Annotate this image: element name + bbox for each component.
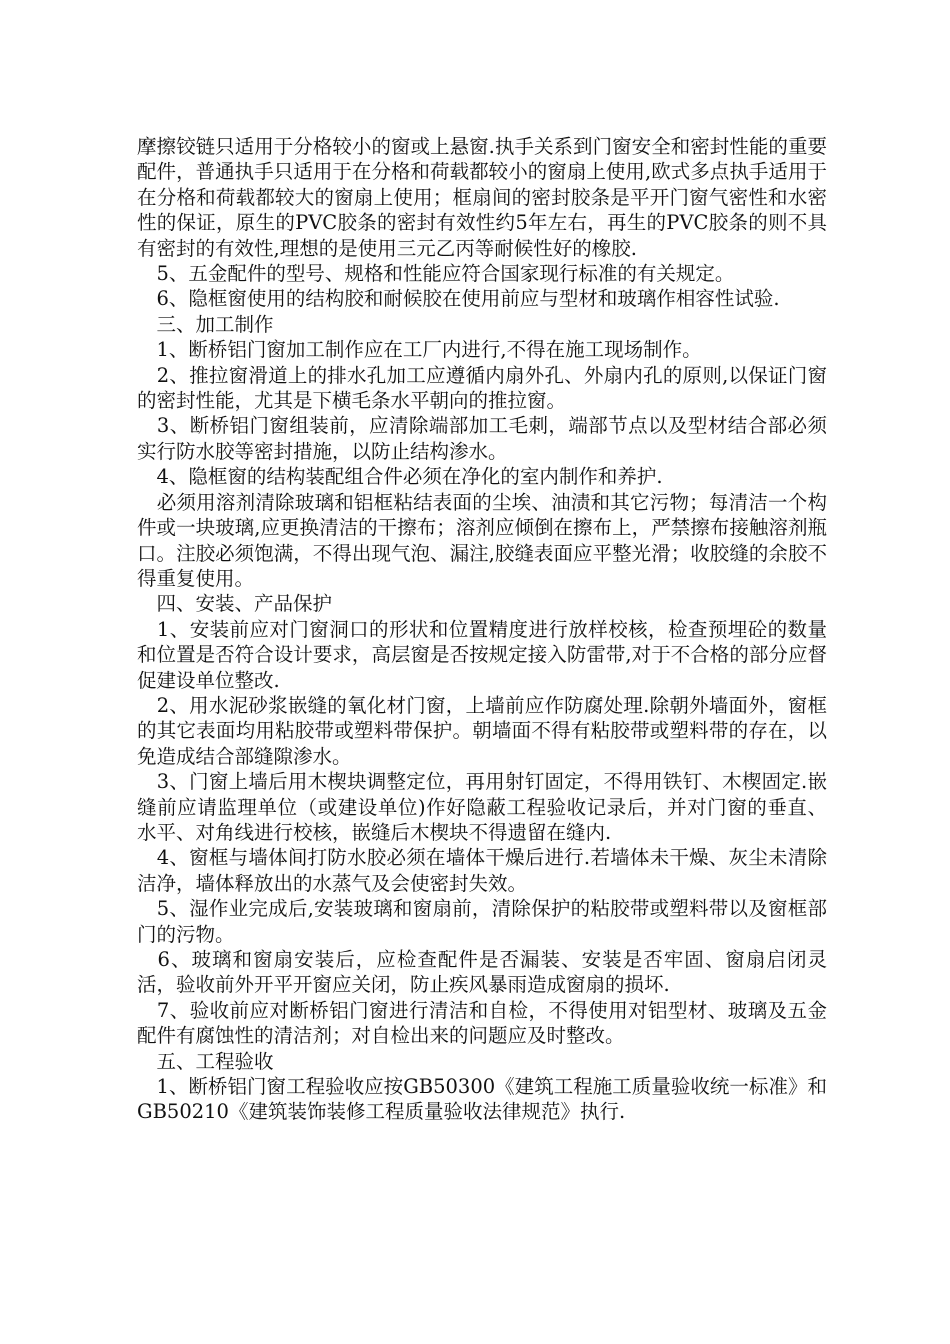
paragraph-installation-4: 4、窗框与墙体间打防水胶必须在墙体干燥后进行.若墙体未干燥、灰尘未清除洁净，墙体释放出的水蒸气及会使密封失效。 <box>137 846 827 895</box>
paragraph-solvent-cleaning: 必须用溶剂清除玻璃和铝框粘结表面的尘埃、油渍和其它污物；每清洁一个构件或一块玻璃,应更换清洁的干擦布；溶剂应倾倒在擦布上，严禁擦布接触溶剂瓶口。注胶必须饱满，不得出现气泡、漏注,胶缝表面应平整光滑；收胶缝的余胶不得重复使用。 <box>137 490 827 590</box>
paragraph-installation-3: 3、门窗上墙后用木楔块调整定位，再用射钉固定，不得用铁钉、木楔固定.嵌缝前应请监理单位（或建设单位)作好隐蔽工程验收记录后，并对门窗的垂直、水平、对角线进行校核，嵌缝后木楔块不得遗留在缝内. <box>137 770 827 844</box>
paragraph-hardware-intro: 摩擦铰链只适用于分格较小的窗或上悬窗.执手关系到门窗安全和密封性能的重要配件，普通执手只适用于在分格和荷载都较小的窗扇上使用,欧式多点执手适用于在分格和荷载都较大的窗扇上使用；框扇间的密封胶条是平开门窗气密性和水密性的保证，原生的PVC胶条的密封有效性约5年左右，再生的PVC胶条的则不具有密封的有效性,理想的是使用三元乙丙等耐候性好的橡胶. <box>137 135 827 260</box>
section-heading-processing: 三、加工制作 <box>137 312 274 336</box>
paragraph-processing-1: 1、断桥铝门窗加工制作应在工厂内进行,不得在施工现场制作。 <box>137 338 702 362</box>
paragraph-installation-5: 5、湿作业完成后,安装玻璃和窗扇前，清除保护的粘胶带或塑料带以及窗框部门的污物。 <box>137 897 827 946</box>
paragraph-item-6: 6、隐框窗使用的结构胶和耐候胶在使用前应与型材和玻璃作相容性试验. <box>137 287 780 311</box>
paragraph-installation-2: 2、用水泥砂浆嵌缝的氧化材门窗，上墙前应作防腐处理.除朝外墙面外，窗框的其它表面均用粘胶带或塑料带保护。朝墙面不得有粘胶带或塑料带的存在，以免造成结合部缝隙渗水。 <box>137 693 827 768</box>
paragraph-item-5: 5、五金配件的型号、规格和性能应符合国家现行标准的有关规定。 <box>137 262 735 286</box>
paragraph-acceptance-1: 1、断桥铝门窗工程验收应按GB50300《建筑工程施工质量验收统一标准》和GB50210《建筑装饰装修工程质量验收法律规范》执行. <box>137 1075 827 1124</box>
section-heading-acceptance: 五、工程验收 <box>137 1049 274 1073</box>
section-heading-installation: 四、安装、产品保护 <box>137 592 333 616</box>
paragraph-processing-2: 2、推拉窗滑道上的排水孔加工应遵循内扇外孔、外扇内孔的原则,以保证门窗的密封性能，尤其是下横毛条水平朝向的推拉窗。 <box>137 363 827 413</box>
document-body <box>137 134 827 1125</box>
paragraph-installation-7: 7、验收前应对断桥铝门窗进行清洁和自检，不得使用对铝型材、玻璃及五金配件有腐蚀性的清洁剂；对自检出来的问题应及时整改。 <box>137 998 827 1048</box>
paragraph-installation-6: 6、玻璃和窗扇安装后，应检查配件是否漏装、安装是否牢固、窗扇启闭灵活，验收前外开平开窗应关闭，防止疾风暴雨造成窗扇的损坏. <box>137 948 827 997</box>
paragraph-processing-3: 3、断桥铝门窗组装前，应清除端部加工毛刺，端部节点以及型材结合部必须实行防水胶等密封措施，以防止结构渗水。 <box>137 414 827 463</box>
paragraph-installation-1: 1、安装前应对门窗洞口的形状和位置精度进行放样校核，检查预埋砼的数量和位置是否符合设计要求，高层窗是否按规定接入防雷带,对于不合格的部分应督促建设单位整改. <box>137 617 827 692</box>
paragraph-processing-4: 4、隐框窗的结构装配组合件必须在净化的室内制作和养护. <box>137 465 663 489</box>
